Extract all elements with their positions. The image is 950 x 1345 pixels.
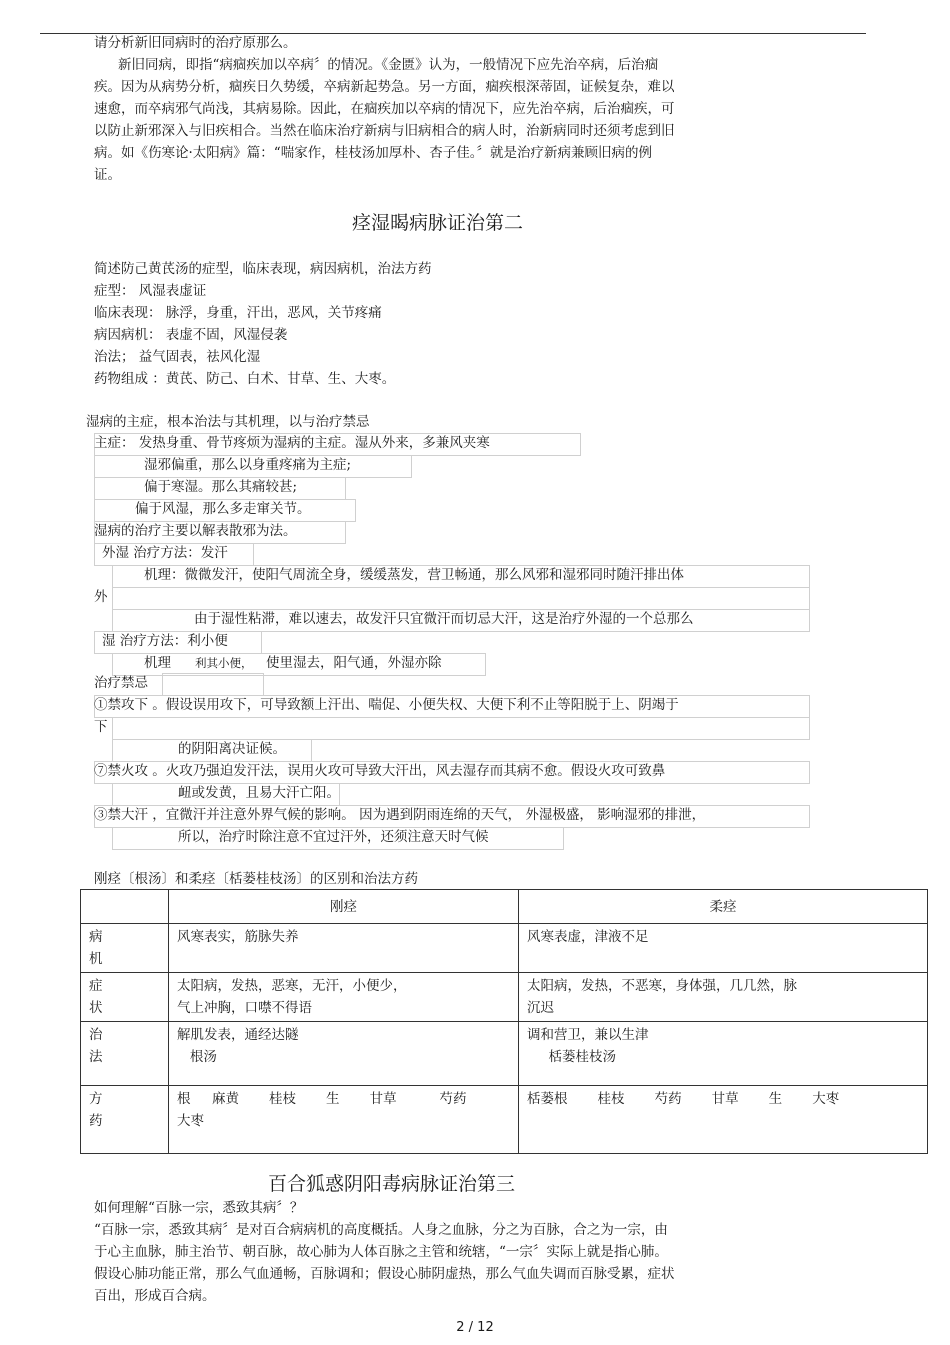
q2-taboo-3: ③禁大汗 ，宜微汗并注意外界气候的影响。 因为遇到阴雨连绵的天气， 外湿极盛， 影响湿邪的排泄，	[94, 807, 706, 823]
q2-internal-method: 湿 治疗方法：利小便	[102, 633, 228, 649]
row-label	[81, 924, 169, 973]
row-label-line: 机	[89, 951, 103, 967]
section2-title: 痉湿暍病脉证治第二	[352, 212, 524, 234]
gang-cell	[169, 973, 519, 1022]
cell-line: 根 麻黄 桂枝 生 甘草 芍药	[177, 1091, 467, 1107]
rou-cell	[519, 1086, 928, 1154]
cell-line: 气上冲胸，口噤不得语	[177, 1000, 312, 1016]
table-row	[81, 1086, 928, 1154]
q2-external-method: 外湿 治疗方法：发汗	[102, 545, 228, 561]
comparison-table	[80, 889, 928, 1154]
row-label	[81, 1022, 169, 1086]
intro-line-5: 病。如《伤寒论·太阳病》篇：“喘家作，桂枝汤加厚朴、杏子佳。〞就是治疗新病兼顾旧病的例	[94, 145, 652, 161]
text-frame	[112, 717, 810, 740]
q2-taboo-3-end: 所以，治疗时除注意不宜过汗外，还须注意天时气候	[178, 829, 489, 845]
q2-main-symptom: 主症： 发热身重、骨节疼烦为湿病的主症。湿从外来，多兼风夹寒	[94, 435, 490, 451]
cell-line: 栝蒌桂枝汤	[527, 1049, 616, 1065]
q2-symptom-3: 偏于风湿，那么多走窜关节。	[135, 501, 311, 517]
q1-line-2: 临床表现： 脉浮，身重，汗出，恶风，关节疼痛	[94, 305, 382, 321]
q1-line-3: 病因病机： 表虚不固，风湿侵袭	[94, 327, 288, 343]
text-frame	[112, 587, 810, 610]
gang-cell	[169, 1086, 519, 1154]
cell-line: 大枣	[177, 1113, 204, 1129]
rou-cell	[519, 924, 928, 973]
q2-internal-mech-label: 机理	[144, 655, 171, 671]
page-number: 2 / 12	[456, 1320, 494, 1335]
row-label-line: 方	[89, 1091, 103, 1107]
s3-line-2: 于心主血脉，肺主治节、朝百脉，故心肺为人体百脉之主管和统辖，“一宗〞实际上就是指心肺。	[94, 1244, 668, 1260]
section3-title: 百合狐惑阴阳毒病脉证治第三	[268, 1173, 516, 1195]
table-header-cell	[81, 890, 169, 924]
intro-line-3: 速愈，而卒病邪气尚浅，其病易除。因此，在痼疾加以卒病的情况下，应先治卒病，后治痼疾，可	[94, 101, 675, 117]
cell-line: 调和营卫，兼以生津	[527, 1027, 649, 1043]
q2-question: 湿病的主症，根本治法与其机理，以与治疗禁忌	[86, 414, 370, 430]
q2-external-note: 由于湿性粘滞，难以速去，故发汗只宜微汗而切忌大汗，这是治疗外湿的一个总那么	[194, 611, 694, 627]
table-row	[81, 1022, 928, 1086]
row-label-line: 症	[89, 978, 103, 994]
cell-line: 沉迟	[527, 1000, 554, 1016]
table-header-row	[81, 890, 928, 924]
q2-taboo-2-end: 衄或发黄，且易大汗亡阳。	[178, 785, 340, 801]
row-label-line: 病	[89, 929, 103, 945]
q2-external-mechanism: 机理：微微发汗，使阳气周流全身，缓缓蒸发，营卫畅通，那么风邪和湿邪同时随汗排出体	[144, 567, 684, 583]
q2-taboo-2: ⑦禁火攻 。火攻乃强迫发汗法，误用火攻可导致大汗出，风去湿存而其病不愈。假设火攻可致鼻	[94, 763, 666, 779]
cell-line: 栝蒌根 桂枝 芍药 甘草 生 大枣	[527, 1091, 840, 1107]
intro-line-4: 以防止新邪深入与旧疾相合。当然在临床治疗新病与旧病相合的病人时，治新病同时还须考虑到旧	[94, 123, 675, 139]
row-label-line: 法	[89, 1049, 103, 1065]
intro-question: 请分析新旧同病时的治疗原那么。	[94, 35, 297, 51]
cell-line: 风寒表实，筋脉失养	[177, 929, 299, 945]
cell-line: 根汤	[177, 1049, 217, 1065]
cell-line: 太阳病，发热，恶寒，无汗，小便少，	[177, 978, 407, 994]
cell-line: 风寒表虚，津液不足	[527, 929, 649, 945]
intro-line-2: 疾。因为从病势分析，痼疾日久势缓，卒病新起势急。另一方面，痼疾根深蒂固，证候复杂，难以	[94, 79, 675, 95]
row-label-line: 药	[89, 1113, 103, 1129]
q1-line-5: 药物组成 ：黄芪、防己、白术、甘草、生、大枣。	[94, 371, 396, 387]
intro-line-6: 证。	[94, 167, 121, 183]
s3-question: 如何理解“百脉一宗，悉致其病〞？	[94, 1200, 304, 1216]
s3-line-4: 百出，形成百合病。	[94, 1288, 216, 1304]
rou-cell	[519, 973, 928, 1022]
table-row	[81, 973, 928, 1022]
q2-external-cont: 外	[94, 589, 108, 605]
q2-taboo-1-end: 的阴阳离决证候。	[178, 741, 286, 757]
row-label-line: 治	[89, 1027, 103, 1043]
row-label-line: 状	[89, 1000, 103, 1016]
row-label	[81, 1086, 169, 1154]
q2-internal-mech-text: 使里湿去，阳气通，外湿亦除	[266, 655, 442, 671]
q2-symptom-1: 湿邪偏重，那么以身重疼痛为主症;	[144, 457, 352, 473]
q2-taboo-1: ①禁攻下 。假设误用攻下，可导致额上汗出、喘促、小便失权、大便下利不止等阳脱于上、阴竭于	[94, 697, 679, 713]
q2-internal-mech-small: 利其小便，	[195, 656, 253, 670]
gang-cell	[169, 1022, 519, 1086]
cell-line: 解肌发表，通经达隧	[177, 1027, 299, 1043]
cell-line: 太阳病，发热，不恶寒，身体强，几几然，脉	[527, 978, 797, 994]
q1-line-4: 治法； 益气固表，祛风化湿	[94, 349, 261, 365]
q1-line-1: 症型： 风湿表虚证	[94, 283, 207, 299]
s3-line-3: 假设心肺功能正常，那么气血通畅，百脉调和；假设心肺阴虚热，那么气血失调而百脉受累，症状	[94, 1266, 675, 1282]
q2-taboo-title: 治疗禁忌	[94, 675, 148, 691]
q2-taboo-1-cont: 下	[94, 719, 108, 735]
q3-question: 刚痉〔根汤〕和柔痉〔栝蒌桂枝汤〕的区别和治法方药	[94, 871, 418, 887]
table-header-cell: 刚痉	[169, 890, 519, 924]
s3-line-1: “百脉一宗，悉致其病〞是对百合病病机的高度概括。人身之血脉，分之为百脉，合之为一宗，由	[94, 1222, 668, 1238]
table-row	[81, 924, 928, 973]
intro-line-1: 新旧同病，即指“病痼疾加以卒病〞的情况。《金匮》认为，一般情况下应先治卒病，后治痼	[118, 57, 659, 73]
row-label	[81, 973, 169, 1022]
gang-cell	[169, 924, 519, 973]
rou-cell	[519, 1022, 928, 1086]
q1-question: 简述防己黄芪汤的症型，临床表现，病因病机，治法方药	[94, 261, 432, 277]
table-header-cell: 柔痉	[519, 890, 928, 924]
text-frame	[162, 673, 264, 696]
q2-principle: 湿病的治疗主要以解表散邪为法。	[94, 523, 297, 539]
q2-symptom-2: 偏于寒湿。那么其痛较甚;	[144, 479, 298, 495]
